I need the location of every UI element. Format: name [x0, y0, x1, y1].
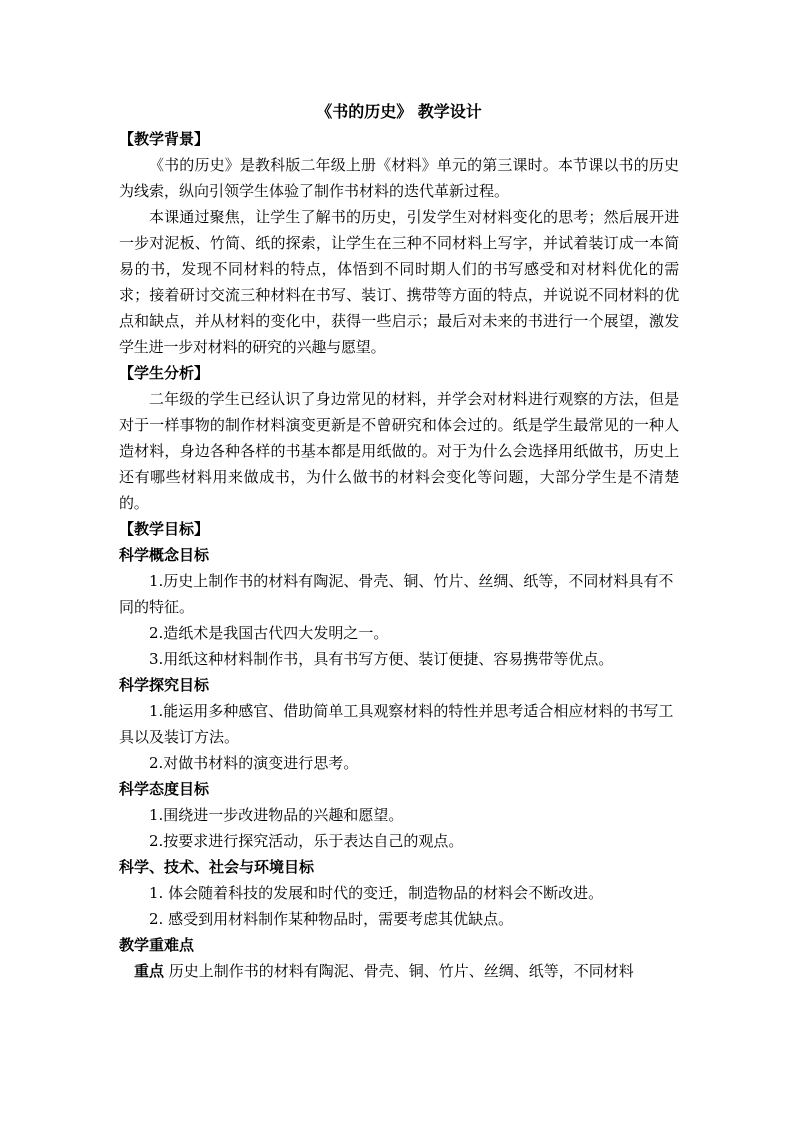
concept-goal-item: 1.历史上制作书的材料有陶泥、骨壳、铜、竹片、丝绸、纸等，不同材料具有不同的特征。: [119, 572, 674, 616]
section-heading-analysis: 【学生分析】: [119, 364, 210, 382]
document-page: [119, 98, 679, 984]
inquiry-goal-item: 1.能运用多种感官、借助简单工具观察材料的特性并思考适合相应材料的书写工具以及装订方法。: [119, 702, 674, 746]
attitude-goal-item: 2.按要求进行探究活动，乐于表达自己的观点。: [149, 832, 464, 850]
background-paragraph-2: 本课通过聚焦，让学生了解书的历史，引发学生对材料变化的思考；然后展开进一步对泥板、竹简、纸的探索，让学生在三种不同材料上写字，并试着装订成一本简易的书，发现不同材料的特点，体悟到不同时期人们的书写感受和对材料优化的需求；接着研讨交流三种材料在书写、装订、携带等方面的特点，并说说不同材料的优点和缺点，并从材料的变化中，获得一些启示；最后对未来的书进行一个展望，激发学生进一步对材料的研究的兴趣与愿望。: [119, 208, 679, 356]
subheading-inquiry-goals: 科学探究目标: [119, 676, 210, 694]
sts-goal-item: 1. 体会随着科技的发展和时代的变迁，制造物品的材料会不断改进。: [149, 884, 604, 902]
concept-goal-item: 2.造纸术是我国古代四大发明之一。: [149, 624, 389, 642]
subheading-attitude-goals: 科学态度目标: [119, 780, 210, 798]
attitude-goal-item: 1.围绕进一步改进物品的兴趣和愿望。: [149, 806, 404, 824]
keypoint-line: [119, 958, 679, 984]
section-heading-background: 【教学背景】: [119, 130, 210, 148]
inquiry-goal-item: 2.对做书材料的演变进行思考。: [149, 754, 359, 772]
section-heading-goals: 【教学目标】: [119, 520, 210, 538]
background-paragraph-1: 《书的历史》是教科版二年级上册《材料》单元的第三课时。本节课以书的历史为线索，纵向引领学生体验了制作书材料的迭代革新过程。: [119, 156, 679, 200]
keypoint-text: 历史上制作书的材料有陶泥、骨壳、铜、竹片、丝绸、纸等，不同材料: [164, 962, 634, 980]
sts-goal-item: 2. 感受到用材料制作某种物品时，需要考虑其优缺点。: [149, 910, 514, 928]
section-heading-keypoints: 教学重难点: [119, 936, 195, 954]
document-title: 《书的历史》 教学设计: [316, 102, 482, 121]
keypoint-label: 重点: [134, 962, 165, 980]
concept-goal-item: 3.用纸这种材料制作书，具有书写方便、装订便捷、容易携带等优点。: [149, 650, 614, 668]
subheading-concept-goals: 科学概念目标: [119, 546, 210, 564]
subheading-sts-goals: 科学、技术、社会与环境目标: [119, 858, 315, 876]
analysis-paragraph: 二年级的学生已经认识了身边常见的材料，并学会对材料进行观察的方法，但是对于一样事物的制作材料演变更新是不曾研究和体会过的。纸是学生最常见的一种人造材料，身边各种各样的书基本都是用纸做的。对于为什么会选择用纸做书，历史上还有哪些材料用来做成书，为什么做书的材料会变化等问题，大部分学生是不清楚的。: [119, 390, 679, 512]
